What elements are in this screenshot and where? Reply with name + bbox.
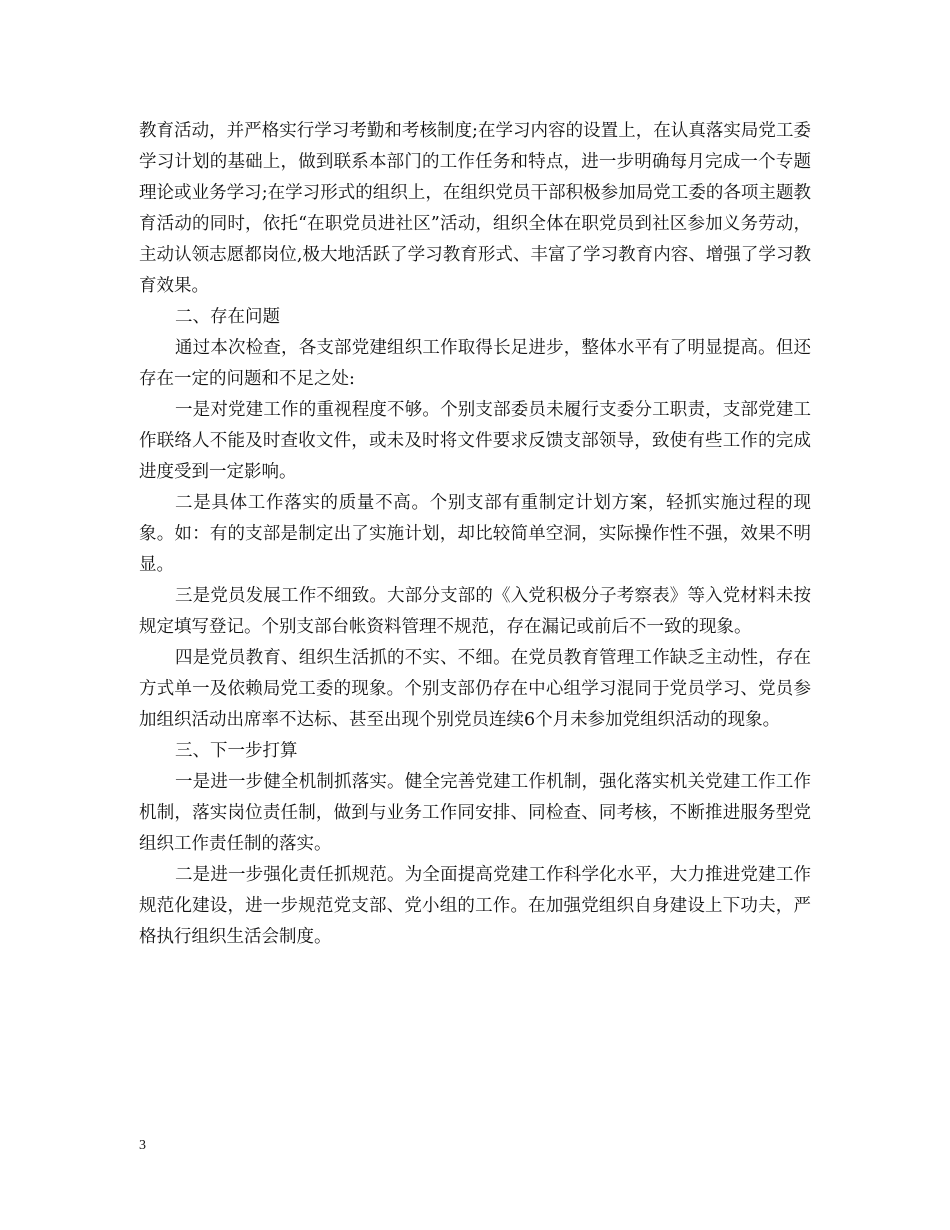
- paragraph-inspection-summary: 通过本次检查，各支部党建组织工作取得长足进步，整体水平有了明显提高。但还存在一定的问题和不足之处:: [139, 338, 811, 389]
- paragraph-continuation: 教育活动，并严格实行学习考勤和考核制度;在学习内容的设置上，在认真落实局党工委学习计划的基础上，做到联系本部门的工作任务和特点，进一步明确每月完成一个专题理论或业务学习;在学习形式的组织上，在组织党员干部积极参加局党工委的各项主题教育活动的同时，依托“在职党员进社区”活动，组织全体在职党员到社区参加义务劳动，主动认领志愿都岗位,极大地活跃了学习教育形式、丰富了学习教育内容、增强了学习教育效果。: [139, 121, 811, 296]
- paragraph-problem-3: 三是党员发展工作不细致。大部分支部的《入党积极分子考察表》等入党材料未按规定填写登记。个别支部台帐资料管理不规范，存在漏记或前后不一致的现象。: [139, 586, 811, 637]
- paragraph-problem-2: 二是具体工作落实的质量不高。个别支部有重制定计划方案，轻抓实施过程的现象。如：有的支部是制定出了实施计划，却比较简单空洞，实际操作性不强，效果不明显。: [139, 493, 811, 575]
- section-heading-problems: 二、存在问题: [175, 307, 280, 327]
- paragraph-plan-2: 二是进一步强化责任抓规范。为全面提高党建工作科学化水平，大力推进党建工作规范化建设，进一步规范党支部、党小组的工作。在加强党组织自身建设上下功夫，严格执行组织生活会制度。: [139, 865, 811, 947]
- paragraph-problem-4: 四是党员教育、组织生活抓的不实、不细。在党员教育管理工作缺乏主动性，存在方式单一及依赖局党工委的现象。个别支部仍存在中心组学习混同于党员学习、党员参加组织活动出席率不达标、甚至出现个别党员连续6个月未参加党组织活动的现象。: [139, 648, 811, 730]
- paragraph-problem-1: 一是对党建工作的重视程度不够。个别支部委员未履行支委分工职责，支部党建工作联络人不能及时查收文件，或未及时将文件要求反馈支部领导，致使有些工作的完成进度受到一定影响。: [139, 400, 811, 482]
- section-heading-next-steps: 三、下一步打算: [175, 741, 298, 761]
- page-number: 3: [139, 1138, 146, 1153]
- paragraph-plan-1: 一是进一步健全机制抓落实。健全完善党建工作机制，强化落实机关党建工作工作机制，落实岗位责任制，做到与业务工作同安排、同检查、同考核，不断推进服务型党组织工作责任制的落实。: [139, 772, 811, 854]
- document-body: [139, 116, 811, 953]
